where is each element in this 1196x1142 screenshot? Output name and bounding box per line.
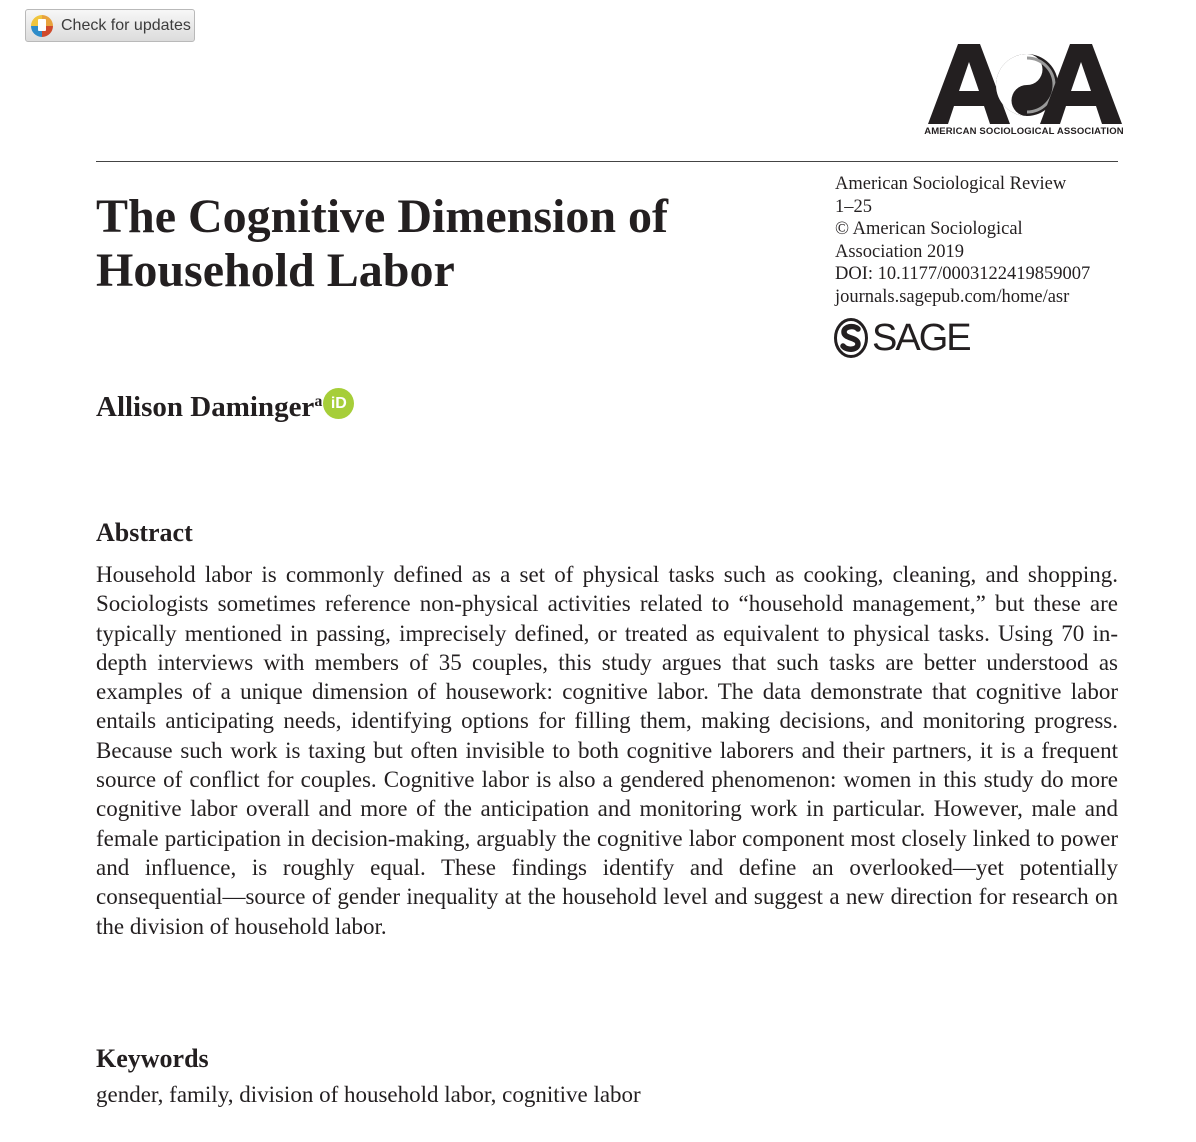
copyright-line-1: © American Sociological	[835, 219, 1023, 239]
abstract-heading: Abstract	[96, 518, 193, 547]
copyright-line-2: Association 2019	[835, 241, 964, 262]
check-for-updates-label: Check for updates	[61, 16, 191, 34]
doi[interactable]: DOI: 10.1177/0003122419859007	[835, 264, 1091, 284]
asa-logo	[924, 44, 1124, 139]
journal-url[interactable]: journals.sagepub.com/home/asr	[835, 286, 1070, 307]
author	[96, 391, 354, 424]
author-name: Allison Daminger	[96, 391, 315, 423]
asa-letters-logo	[928, 44, 1122, 124]
page-range: 1–25	[835, 196, 872, 217]
sage-logo	[834, 317, 970, 359]
article-title: The Cognitive Dimension of Household Labor	[96, 190, 669, 297]
orcid-icon[interactable]: iD	[323, 388, 354, 419]
author-affiliation-mark: a	[314, 393, 323, 410]
abstract-text: Household labor is commonly defined as a set of physical tasks such as cooking, cleaning, and shopping. Sociologists sometimes reference non-physical activities related to “household management,” but these are typically mentioned in passing, imprecisely defined, or treated as equivalent to physical tasks. Using 70 in-depth interviews with members of 35 couples, this study argues that such tasks are better understood as examples of a unique dimension of housework: cognitive labor. The data demonstrate that cognitive labor entails anticipating needs, identifying options for filling them, making decisions, and monitoring progress. Because such work is taxing but often invisible to both cognitive laborers and their partners, it is a frequent source of conflict for couples. Cognitive labor is also a gendered phenomenon: women in this study do more cognitive labor overall and more of the anticipation and monitoring work in particular. However, male and female participation in decision-making, arguably the cognitive labor component most closely linked to power and influence, is roughly equal. These findings identify and define an overlooked—yet potentially consequential—source of gender inequality at the household level and suggest a new direction for research on the division of household labor.	[96, 562, 1118, 939]
journal-meta	[835, 173, 1125, 308]
asa-subtitle: AMERICAN SOCIOLOGICAL ASSOCIATION	[924, 126, 1124, 137]
check-for-updates-button[interactable]	[25, 9, 195, 42]
crossmark-icon	[31, 15, 53, 37]
sage-wordmark: SAGE	[872, 317, 970, 359]
keywords-text: gender, family, division of household labor, cognitive labor	[96, 1082, 641, 1107]
header-rule	[96, 161, 1118, 162]
sage-s-icon	[834, 318, 868, 358]
keywords-heading: Keywords	[96, 1044, 209, 1073]
journal-name: American Sociological Review	[835, 174, 1067, 194]
